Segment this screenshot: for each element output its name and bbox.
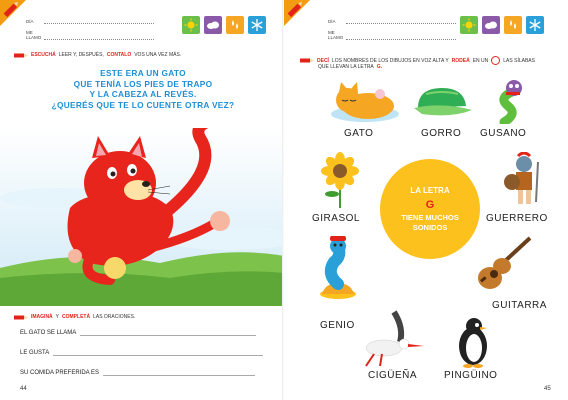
weather-icons xyxy=(182,16,266,34)
sentence-prompt: EL GATO SE LLAMA xyxy=(20,330,77,336)
snow-icon[interactable] xyxy=(248,16,266,34)
penguin-illustration xyxy=(454,316,492,368)
instruction-letter: G. xyxy=(376,64,383,70)
pencil-icon xyxy=(14,315,28,320)
pencil-icon xyxy=(300,58,314,63)
worm-illustration xyxy=(496,78,528,124)
cloud-icon[interactable] xyxy=(204,16,222,34)
pencil-corner-icon xyxy=(0,0,26,26)
instruction-text: QUE LLEVAN LA LETRA xyxy=(318,64,374,70)
instruction-imagine xyxy=(14,314,135,320)
word-guerrero: GUERRERO xyxy=(486,213,548,224)
name-label: ME LLAMO xyxy=(26,30,42,40)
page-number: 45 xyxy=(544,386,551,392)
word-gato: GATO xyxy=(344,128,374,139)
word-genio: GENIO xyxy=(320,320,355,331)
snow-icon[interactable] xyxy=(526,16,544,34)
instruction-verb-say: DECÍ xyxy=(317,57,329,64)
circle-letter: G xyxy=(425,198,435,211)
sunflower-illustration xyxy=(318,152,362,208)
day-field[interactable] xyxy=(44,18,154,24)
weather-icons xyxy=(460,16,544,34)
name-label: ME LLAMO xyxy=(328,30,344,40)
rain-icon[interactable] xyxy=(504,16,522,34)
word-girasol: GIRASOL xyxy=(312,213,360,224)
instruction-text-end: LAS ORACIONES. xyxy=(93,314,136,320)
stork-illustration xyxy=(344,308,424,368)
day-label: DÍA xyxy=(26,19,34,24)
instruction-say-line2 xyxy=(318,64,382,70)
circle-icon xyxy=(491,56,500,65)
sentence-prompt: SU COMIDA PREFERIDA ES xyxy=(20,370,100,376)
day-field[interactable] xyxy=(346,18,456,24)
sentence-row xyxy=(20,350,263,356)
word-gorro: GORRO xyxy=(421,128,462,139)
rain-icon[interactable] xyxy=(226,16,244,34)
name-field[interactable] xyxy=(346,34,456,40)
circle-text: TIENE MUCHOS xyxy=(401,212,459,222)
word-ciguena: CIGÜEÑA xyxy=(368,370,418,381)
instruction-verb-complete: COMPLETÁ xyxy=(62,314,91,320)
instruction-text-end: VOS UNA VEZ MÁS. xyxy=(134,52,182,58)
sentence-prompt: LE GUSTA xyxy=(20,350,50,356)
genie-illustration xyxy=(316,236,362,300)
warrior-illustration xyxy=(500,152,548,208)
instruction-verb-imagine: IMAGINÁ xyxy=(31,314,53,320)
instruction-text: LOS NOMBRES DE LOS DIBUJOS EN VOZ ALTA Y xyxy=(331,57,449,64)
word-pinguino: PINGÜINO xyxy=(444,370,498,381)
instruction-verb-listen: ESCUCHÁ xyxy=(31,52,56,58)
header-fields xyxy=(26,8,154,40)
instruction-verb-tell: CONTALO xyxy=(106,52,132,58)
answer-line[interactable] xyxy=(80,330,256,336)
instruction-text: EN UN xyxy=(472,57,489,64)
sun-icon[interactable] xyxy=(182,16,200,34)
letter-g-circle xyxy=(380,159,480,259)
day-label: DÍA xyxy=(328,19,336,24)
instruction-text: Y xyxy=(55,314,60,320)
pencil-icon xyxy=(14,53,28,58)
sentence-row xyxy=(20,370,255,376)
cloud-icon[interactable] xyxy=(482,16,500,34)
sun-icon[interactable] xyxy=(460,16,478,34)
name-field[interactable] xyxy=(44,34,154,40)
poem-line: ¿QUERÉS QUE TE LO CUENTE OTRA VEZ? xyxy=(51,99,235,110)
cat-sleeping-illustration xyxy=(330,82,400,124)
pencil-corner-icon xyxy=(284,0,310,26)
word-gusano: GUSANO xyxy=(480,128,527,139)
instruction-text: LEER Y, DESPUÉS, xyxy=(58,52,104,58)
circle-text: SONIDOS xyxy=(412,222,448,232)
instruction-listen xyxy=(14,52,181,58)
answer-line[interactable] xyxy=(53,350,263,356)
poem-line: Y LA CABEZA AL REVÉS. xyxy=(89,89,197,99)
answer-line[interactable] xyxy=(103,370,255,376)
word-guitarra: GUITARRA xyxy=(492,300,547,311)
page-number: 44 xyxy=(20,386,27,392)
poem xyxy=(38,68,248,110)
guitar-illustration xyxy=(476,236,534,292)
circle-text: LA LETRA xyxy=(410,185,450,195)
poem-line: QUE TENÍA LOS PIES DE TRAPO xyxy=(73,78,213,89)
cat-illustration xyxy=(0,128,284,306)
poem-line: ESTE ERA UN GATO xyxy=(100,68,186,78)
instruction-verb-circle: RODEÁ xyxy=(451,57,470,64)
sentence-row xyxy=(20,330,256,336)
instruction-text-end: LAS SÍLABAS xyxy=(503,57,535,64)
cap-illustration xyxy=(412,84,474,122)
header-fields xyxy=(328,8,456,40)
